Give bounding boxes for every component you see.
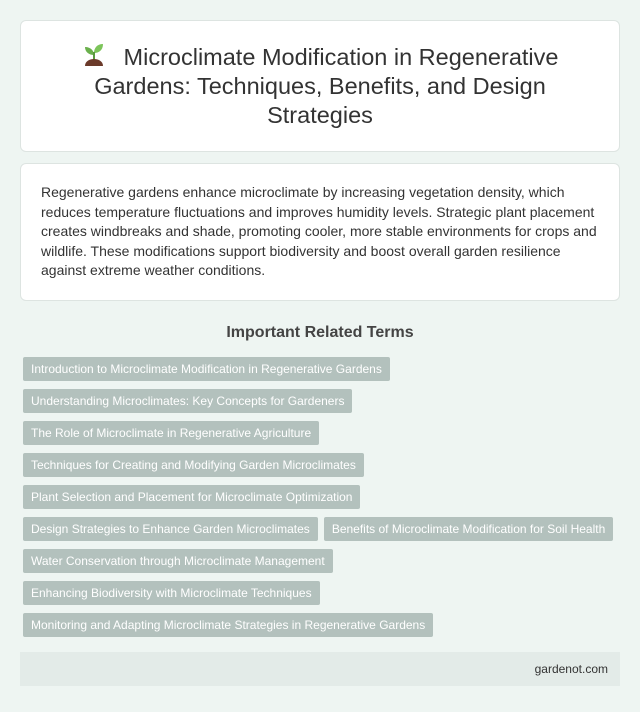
related-terms-list xyxy=(20,357,620,637)
related-term-tag[interactable]: Understanding Microclimates: Key Concepts for Gardeners xyxy=(23,389,352,413)
summary-text: Regenerative gardens enhance microclimate by increasing vegetation density, which reduces temperature fluctuations and improves humidity levels. Strategic plant placement creates windbreaks and shade, promoting cooler, more stable environments for crops and wildlife. These modifications support biodiversity and boost overall garden resilience against extreme weather conditions. xyxy=(41,184,597,279)
related-term-tag[interactable]: The Role of Microclimate in Regenerative Agriculture xyxy=(23,421,319,445)
related-term-tag[interactable]: Design Strategies to Enhance Garden Microclimates xyxy=(23,517,318,541)
sprout-icon xyxy=(82,42,106,68)
page-title-text: Microclimate Modification in Regenerative Gardens: Techniques, Benefits, and Design Strategies xyxy=(94,44,559,128)
related-term-tag[interactable]: Techniques for Creating and Modifying Garden Microclimates xyxy=(23,453,364,477)
related-term-tag[interactable]: Plant Selection and Placement for Microclimate Optimization xyxy=(23,485,360,509)
related-term-tag[interactable]: Enhancing Biodiversity with Microclimate Techniques xyxy=(23,581,320,605)
footer-site-link[interactable]: gardenot.com xyxy=(534,662,608,676)
page-title xyxy=(61,42,579,130)
summary-card xyxy=(20,163,620,301)
related-term-tag[interactable]: Introduction to Microclimate Modification in Regenerative Gardens xyxy=(23,357,390,381)
related-terms-heading: Important Related Terms xyxy=(226,324,414,341)
footer xyxy=(20,652,620,686)
related-term-tag[interactable]: Benefits of Microclimate Modification for Soil Health xyxy=(324,517,613,541)
related-term-tag[interactable]: Monitoring and Adapting Microclimate Strategies in Regenerative Gardens xyxy=(23,613,433,637)
title-card xyxy=(20,20,620,152)
related-term-tag[interactable]: Water Conservation through Microclimate Management xyxy=(23,549,333,573)
